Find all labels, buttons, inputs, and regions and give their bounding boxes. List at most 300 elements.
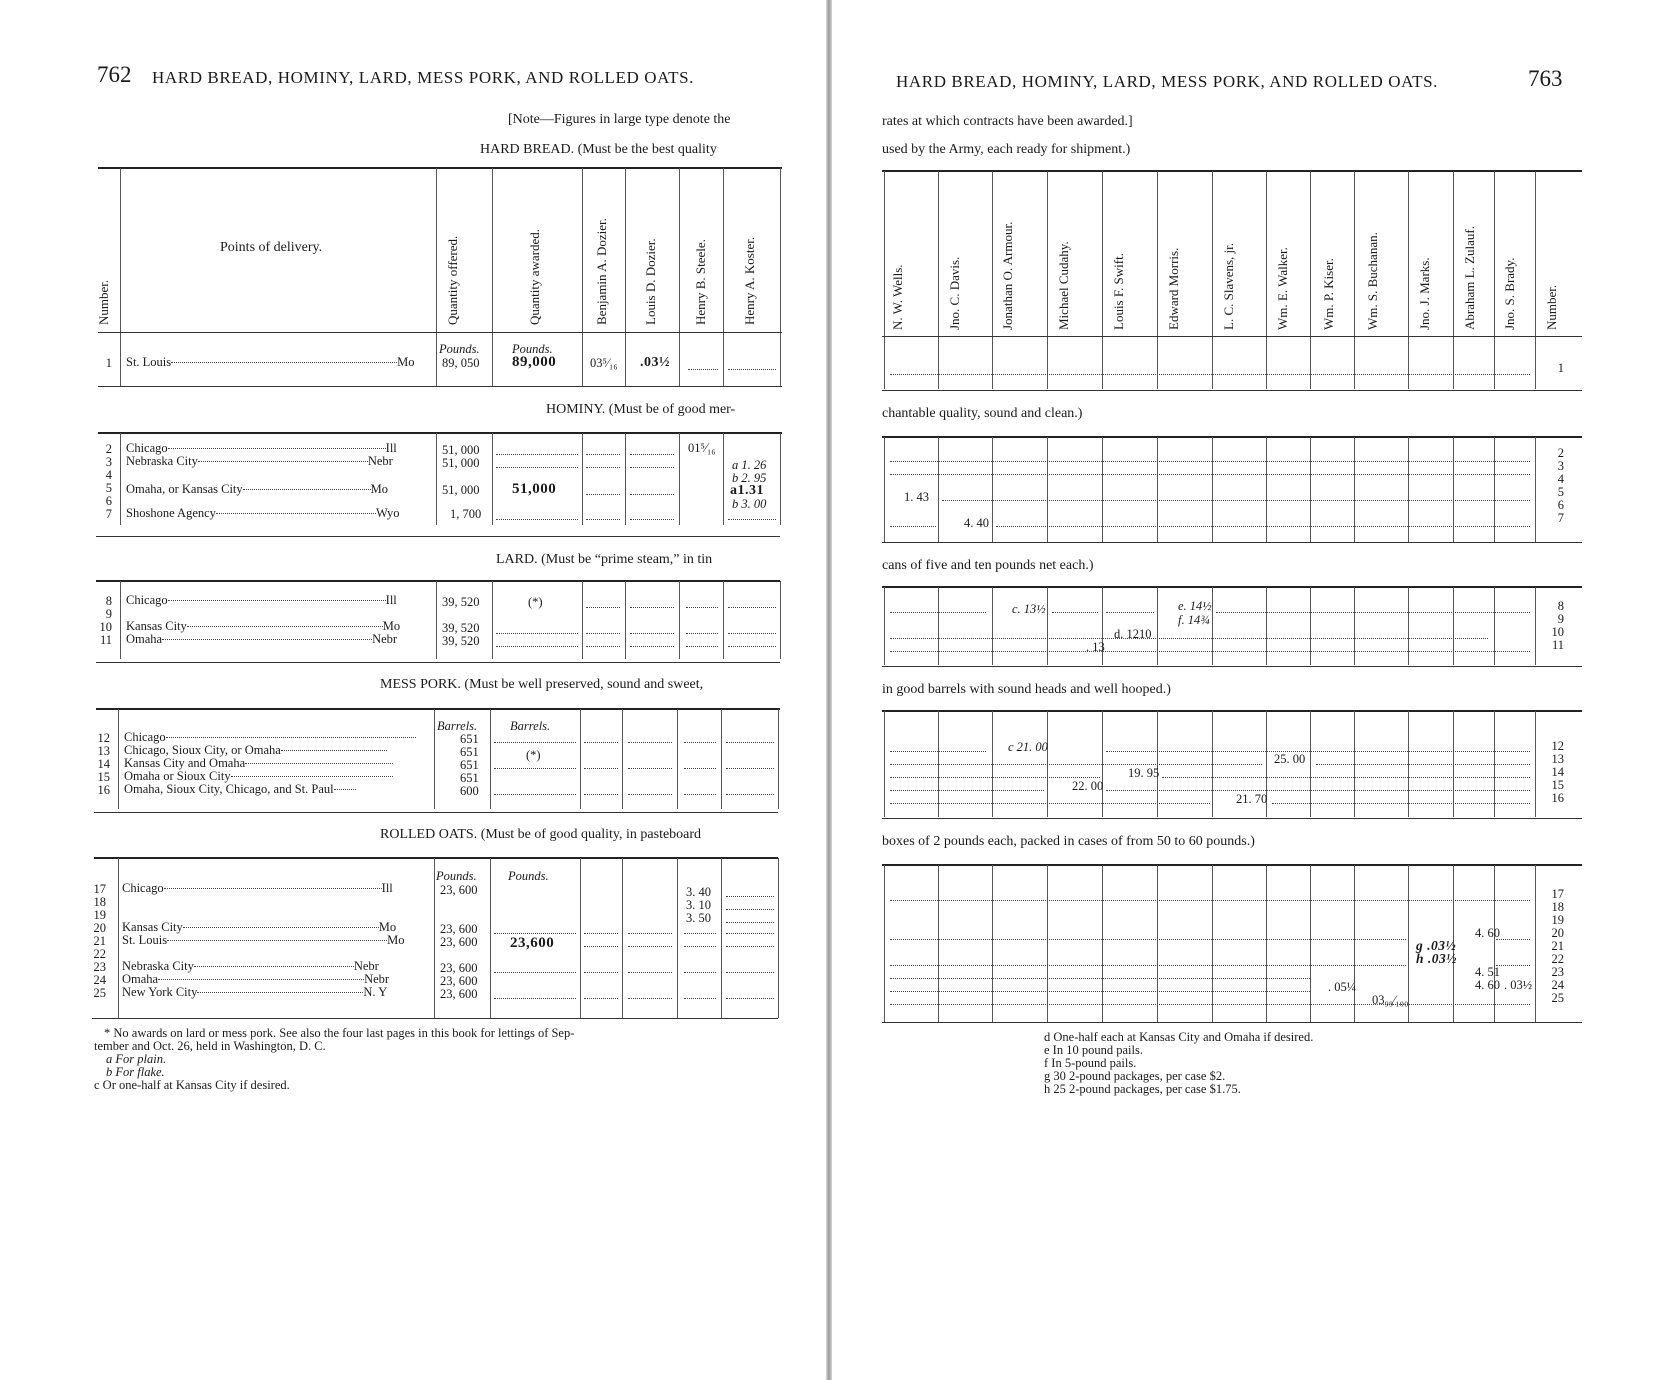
col-bidder: Wm. E. Walker.: [1275, 247, 1290, 330]
col-line: [778, 709, 779, 809]
place-name: Kansas City: [126, 619, 187, 633]
dot-leader: [1106, 612, 1154, 613]
header-bidder-cell: [742, 180, 762, 325]
bid-value: . 03½: [1504, 978, 1533, 992]
col-line: [1494, 171, 1495, 389]
header-bidder-cell: [890, 180, 910, 330]
col-line: [884, 711, 885, 817]
bid-value: 4. 40: [964, 516, 989, 530]
row-number: 23: [1551, 965, 1564, 979]
bid-value: .03½: [640, 355, 670, 370]
header-bidder-cell: [1321, 180, 1341, 330]
note-text: [Note—Figures in large type denote the: [508, 112, 731, 127]
col-line: [721, 709, 722, 809]
qty-awarded: 51,000: [512, 481, 557, 497]
col-line: [679, 581, 680, 659]
row-number: 4: [105, 468, 112, 482]
row-number: 5: [1557, 485, 1564, 499]
col-line: [938, 587, 939, 665]
bid-value: b 2. 95: [732, 471, 767, 485]
dot-leader: [1106, 751, 1530, 752]
header-bidder-cell: [1365, 180, 1385, 330]
col-line: [1535, 711, 1536, 817]
place: [126, 506, 400, 521]
section-hard-bread-cont: used by the Army, each ready for shipment.): [882, 142, 1131, 157]
col-line: [677, 858, 678, 1018]
col-line: [582, 168, 583, 386]
row-number: 22: [93, 947, 106, 961]
dot-leader: [168, 448, 386, 449]
place-name: Shoshone Agency: [126, 506, 216, 520]
col-line: [1102, 171, 1103, 389]
dot-leader: [496, 519, 578, 520]
rule: [882, 1022, 1582, 1023]
col-line: [1102, 865, 1103, 1023]
unit-barrels: Barrels.: [510, 719, 551, 733]
footnote: g 30 2-pound packages, per case $2.: [1044, 1069, 1226, 1083]
dot-leader: [584, 794, 618, 795]
row-number: 11: [99, 633, 112, 647]
dot-leader: [586, 467, 620, 468]
dot-leader: [630, 494, 674, 495]
col-line: [1047, 171, 1048, 389]
running-head: HARD BREAD, HOMINY, LARD, MESS PORK, AND ROLLED OATS.: [896, 72, 1439, 91]
header-number-cell: [1544, 180, 1564, 330]
dot-leader: [890, 526, 936, 527]
row-number: 1: [1557, 361, 1564, 375]
dot-leader: [1052, 612, 1098, 613]
unit-pounds: Pounds.: [508, 869, 549, 883]
col-line: [1102, 437, 1103, 543]
header-qty-awarded-cell: [527, 180, 547, 325]
qty-offered: 89, 050: [442, 356, 480, 370]
col-number: Number.: [96, 279, 111, 325]
state: Ill: [381, 881, 393, 895]
qty-offered: 651: [460, 745, 479, 759]
col-line: [1047, 587, 1048, 665]
qty-offered: 51, 000: [442, 456, 480, 470]
bid-value: a1.31: [730, 483, 764, 498]
col-line: [1212, 171, 1213, 389]
col-line: [436, 168, 437, 386]
dot-leader: [231, 776, 393, 777]
state: Nebr: [353, 959, 379, 973]
col-line: [1047, 865, 1048, 1023]
place-name: Nebraska City: [122, 959, 194, 973]
dot-leader: [686, 607, 718, 608]
dot-leader: [630, 646, 674, 647]
dot-leader: [166, 737, 416, 738]
bid-value: c. 13½: [1012, 602, 1046, 616]
qty-offered: 651: [460, 758, 479, 772]
col-line: [1408, 171, 1409, 389]
dot-leader: [243, 489, 371, 490]
col-line: [723, 581, 724, 659]
dot-leader: [171, 362, 397, 363]
dot-leader: [728, 607, 776, 608]
dot-leader: [630, 467, 674, 468]
dot-leader: [628, 933, 672, 934]
footnote: * No awards on lard or mess pork. See also the four last pages in this book for lettings of Sep-: [104, 1026, 575, 1040]
footnote: f In 5-pound pails.: [1044, 1056, 1137, 1070]
dot-leader: [584, 768, 618, 769]
dot-leader: [198, 461, 368, 462]
dot-leader: [586, 519, 620, 520]
row-number: 4: [1557, 472, 1564, 486]
dot-leader: [726, 933, 774, 934]
header-bidder-cell: [1275, 180, 1295, 330]
footnote: d One-half each at Kansas City and Omaha if desired.: [1044, 1030, 1314, 1044]
state: Ill: [385, 593, 397, 607]
col-line: [1453, 437, 1454, 543]
footnote: h 25 2-pound packages, per case $1.75.: [1044, 1082, 1241, 1096]
col-line: [1535, 865, 1536, 1023]
dot-leader: [197, 992, 363, 993]
state: Wyo: [375, 506, 400, 520]
page-number: 762: [97, 62, 132, 87]
dot-leader: [630, 633, 674, 634]
dot-leader: [684, 768, 716, 769]
rule: [98, 386, 782, 387]
col-line: [120, 581, 121, 659]
row-number: 1: [105, 356, 112, 370]
col-qty-awarded: Quantity awarded.: [527, 228, 542, 325]
dot-leader: [158, 979, 364, 980]
col-bidder: L. C. Slavens, jr.: [1221, 242, 1236, 330]
dot-leader: [726, 922, 774, 923]
col-line: [1310, 587, 1311, 665]
qty-awarded: (*): [528, 595, 543, 609]
section-hard-bread: HARD BREAD. (Must be the best quality: [480, 142, 717, 157]
header-bidder-cell: [1221, 180, 1241, 330]
row-number: 17: [1551, 887, 1564, 901]
col-line: [1212, 587, 1213, 665]
header-bidder-cell: [693, 180, 713, 325]
rule: [98, 332, 782, 333]
dot-leader: [1272, 803, 1530, 804]
row-number: 15: [97, 770, 110, 784]
rule: [882, 818, 1582, 819]
col-line: [118, 709, 119, 809]
col-line: [992, 865, 993, 1023]
row-number: 13: [97, 744, 110, 758]
left-page: [0, 0, 826, 1380]
dot-leader: [630, 519, 674, 520]
dot-leader: [890, 777, 1100, 778]
rule: [882, 336, 1582, 337]
section-mess-pork: MESS PORK. (Must be well preserved, sound and sweet,: [380, 677, 704, 692]
place-name: Chicago: [122, 881, 164, 895]
dot-leader: [684, 742, 716, 743]
dot-leader: [183, 927, 379, 928]
col-line: [1535, 437, 1536, 543]
col-line: [492, 168, 493, 386]
row-number: 11: [1551, 638, 1564, 652]
col-line: [1354, 587, 1355, 665]
rule: [882, 436, 1582, 438]
dot-leader: [628, 742, 672, 743]
col-line: [1494, 587, 1495, 665]
place-name: Chicago: [126, 593, 168, 607]
dot-leader: [942, 500, 1530, 501]
col-line: [992, 171, 993, 389]
dot-leader: [726, 794, 774, 795]
dot-leader: [890, 965, 1406, 966]
row-number: 7: [105, 507, 112, 521]
bid-value: g .03½: [1416, 938, 1457, 953]
col-bidder: Louis F. Swift.: [1111, 253, 1126, 330]
col-line: [622, 858, 623, 1018]
bid-value: 4. 60: [1475, 978, 1500, 992]
dot-leader: [890, 751, 986, 752]
row-number: 8: [105, 594, 112, 608]
col-line: [120, 433, 121, 525]
row-number: 6: [1557, 498, 1564, 512]
row-number: 10: [1551, 625, 1564, 639]
col-line: [992, 437, 993, 543]
col-line: [1266, 587, 1267, 665]
dot-leader: [584, 742, 618, 743]
header-bidder-cell: [594, 180, 614, 325]
dot-leader: [688, 369, 718, 370]
dot-leader: [494, 933, 576, 934]
bid-value: 1. 43: [904, 490, 929, 504]
bid-value: 21. 70: [1236, 792, 1268, 806]
dot-leader: [168, 600, 386, 601]
row-number: 14: [1551, 765, 1564, 779]
dot-leader: [586, 494, 620, 495]
col-line: [1408, 587, 1409, 665]
col-line: [1310, 865, 1311, 1023]
place: [122, 881, 393, 896]
col-line: [1494, 865, 1495, 1023]
section-lard: LARD. (Must be “prime steam,” in tin: [496, 552, 713, 567]
col-line: [884, 171, 885, 389]
col-line: [582, 581, 583, 659]
col-line: [1354, 865, 1355, 1023]
place-name: St. Louis: [126, 355, 172, 369]
place-name: Chicago, Sioux City, or Omaha: [124, 743, 281, 757]
section-rolled-oats: ROLLED OATS. (Must be of good quality, in pasteboard: [380, 827, 702, 842]
col-line: [1157, 587, 1158, 665]
unit-pounds: Pounds.: [439, 342, 480, 356]
place-name: Omaha: [122, 972, 159, 986]
state: Mo: [378, 920, 397, 934]
page-number: 763: [1528, 66, 1563, 91]
place-name: Nebraska City: [126, 454, 198, 468]
row-number: 9: [105, 607, 112, 621]
footnote: b For flake.: [106, 1065, 165, 1079]
qty-offered: 600: [460, 784, 479, 798]
bid-value: f. 14¾: [1178, 613, 1210, 627]
place: [126, 454, 393, 469]
row-number: 19: [93, 908, 106, 922]
section-lard-cont: cans of five and ten pounds net each.): [882, 558, 1094, 573]
col-bidder: Edward Morris.: [1166, 247, 1181, 330]
row-number: 13: [1551, 752, 1564, 766]
dot-leader: [216, 513, 376, 514]
row-number: 3: [1557, 459, 1564, 473]
qty-offered: 51, 000: [442, 443, 480, 457]
rule: [882, 170, 1582, 172]
dot-leader: [1216, 612, 1530, 613]
col-line: [490, 709, 491, 809]
col-line: [625, 581, 626, 659]
rule: [882, 864, 1582, 866]
col-line: [1535, 171, 1536, 389]
header-bidder-cell: [643, 180, 663, 325]
col-line: [1535, 587, 1536, 665]
row-number: 20: [1551, 926, 1564, 940]
dot-leader: [996, 526, 1530, 527]
dot-leader: [890, 991, 1310, 992]
right-page: [832, 0, 1659, 1380]
dot-leader: [890, 638, 1488, 639]
col-points: Points of delivery.: [220, 240, 323, 255]
qty-awarded: 23,600: [510, 935, 555, 951]
dot-leader: [890, 790, 1044, 791]
dot-leader: [726, 946, 774, 947]
bid-value: b 3. 00: [732, 497, 767, 511]
col-bidder: Abraham L. Zulauf.: [1462, 226, 1477, 330]
col-line: [1157, 865, 1158, 1023]
dot-leader: [628, 998, 672, 999]
bid-value: a 1. 26: [732, 458, 767, 472]
dot-leader: [890, 803, 1210, 804]
dot-leader: [684, 946, 716, 947]
dot-leader: [728, 519, 776, 520]
dot-leader: [584, 998, 618, 999]
dot-leader: [187, 626, 383, 627]
col-qty-offered: Quantity offered.: [445, 235, 460, 325]
col-line: [1310, 437, 1311, 543]
dot-leader: [684, 972, 716, 973]
col-line: [1157, 171, 1158, 389]
dot-leader: [1496, 965, 1530, 966]
col-line: [492, 433, 493, 525]
qty-offered: 39, 520: [442, 621, 480, 635]
dot-leader: [890, 461, 1530, 462]
dot-leader: [890, 474, 1530, 475]
header-bidder-cell: [1502, 180, 1522, 330]
rule: [882, 666, 1582, 667]
col-line: [679, 433, 680, 525]
col-line: [723, 433, 724, 525]
col-line: [884, 865, 885, 1023]
dot-leader: [167, 940, 387, 941]
row-number: 18: [1551, 900, 1564, 914]
col-bidder: N. W. Wells.: [890, 264, 905, 330]
col-line: [1047, 437, 1048, 543]
rule: [882, 586, 1582, 588]
col-line: [780, 433, 781, 525]
dot-leader: [1106, 790, 1530, 791]
row-number: 23: [93, 960, 106, 974]
place-name: Chicago: [126, 441, 168, 455]
footnote: a For plain.: [106, 1052, 167, 1066]
col-bidder: Henry B. Steele.: [693, 239, 708, 325]
col-line: [582, 433, 583, 525]
section-rolled-oats-cont: boxes of 2 pounds each, packed in cases of from 50 to 60 pounds.): [882, 834, 1255, 849]
col-line: [778, 858, 779, 1018]
row-number: 2: [1557, 446, 1564, 460]
qty-awarded: (*): [526, 748, 541, 762]
qty-offered: 23, 600: [440, 961, 478, 975]
rule: [96, 580, 780, 582]
dot-leader: [726, 909, 774, 910]
col-line: [1494, 437, 1495, 543]
place: [124, 782, 356, 797]
dot-leader: [494, 972, 576, 973]
place: [126, 593, 397, 608]
col-bidder: Jno. C. Davis.: [947, 256, 962, 330]
col-number: Number.: [1544, 284, 1559, 330]
col-bidder: Louis D. Dozier.: [643, 238, 658, 325]
col-line: [1453, 171, 1454, 389]
dot-leader: [684, 933, 716, 934]
dot-leader: [584, 972, 618, 973]
row-number: 16: [1551, 791, 1564, 805]
dot-leader: [586, 454, 620, 455]
col-bidder: Henry A. Koster.: [742, 236, 757, 325]
col-line: [436, 581, 437, 659]
dot-leader: [1162, 777, 1530, 778]
bid-value: 25. 00: [1274, 752, 1306, 766]
dot-leader: [496, 454, 578, 455]
col-line: [580, 709, 581, 809]
bid-value: 3. 50: [686, 911, 711, 925]
unit-pounds: Pounds.: [436, 869, 477, 883]
dot-leader: [1496, 939, 1530, 940]
header-bidder-cell: [1000, 180, 1020, 330]
col-line: [118, 858, 119, 1018]
row-number: 19: [1551, 913, 1564, 927]
rule: [94, 857, 778, 859]
rule: [882, 390, 1582, 391]
col-line: [625, 433, 626, 525]
qty-offered: 651: [460, 771, 479, 785]
header-bidder-cell: [1111, 180, 1131, 330]
state: Mo: [397, 355, 415, 369]
col-bidder: Wm. S. Buchanan.: [1365, 232, 1380, 330]
row-number: 12: [97, 731, 110, 745]
dot-leader: [890, 764, 1262, 765]
place: [122, 933, 405, 948]
row-number: 25: [1551, 991, 1564, 1005]
state: Nebr: [367, 454, 393, 468]
bid-value: . 05¼: [1328, 980, 1357, 994]
footnote: tember and Oct. 26, held in Washington, D. C.: [94, 1039, 326, 1053]
dot-leader: [630, 454, 674, 455]
place-name: Omaha: [126, 632, 163, 646]
col-line: [992, 587, 993, 665]
dot-leader: [728, 646, 776, 647]
bid-value: 19. 95: [1128, 766, 1160, 780]
col-bidder: Benjamin A. Dozier.: [594, 218, 609, 325]
bid-value: 3. 40: [686, 885, 711, 899]
dot-leader: [334, 789, 356, 790]
col-line: [1310, 171, 1311, 389]
col-line: [1212, 437, 1213, 543]
bid-value: 01⁵⁄₁₆: [688, 441, 716, 455]
col-line: [938, 865, 939, 1023]
dot-leader: [630, 607, 674, 608]
dot-leader: [890, 939, 1406, 940]
bid-value: 4. 51: [1475, 965, 1500, 979]
row-number: 14: [97, 757, 110, 771]
col-bidder: Jonathan O. Armour.: [1000, 221, 1015, 330]
section-hominy: HOMINY. (Must be of good mer-: [546, 402, 736, 417]
